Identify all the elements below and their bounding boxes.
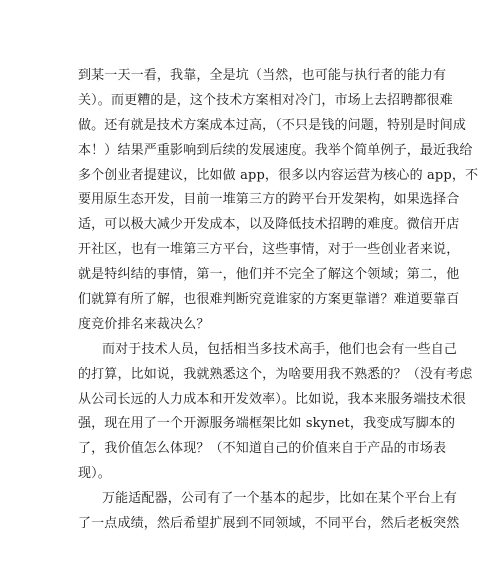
text-line: 本！）结果严重影响到后续的发展速度。我举个简单例子，最近我给 <box>78 142 473 158</box>
text-line: 了一点成绩，然后希望扩展到不同领域，不同平台，然后老板突然 <box>78 516 460 532</box>
paragraph-1 <box>78 64 479 338</box>
text-line: 多个创业者提建议，比如做 app，很多以内容运营为核心的 app，不 <box>78 167 479 183</box>
text-line: 关）。而更糟的是，这个技术方案相对冷门，市场上去招聘都很难 <box>78 92 453 108</box>
text-line: 的打算，比如说，我就熟悉这个，为啥要用我不熟悉的？（没有考虑 <box>78 366 473 382</box>
text-line: 要用原生态开发，目前一堆第三方的跨平台开发架构，如果选择合 <box>78 192 460 208</box>
text-line: 们就算有所了解，也很难判断究竟谁家的方案更靠谱？难道要靠百 <box>78 292 460 308</box>
text-line: 度竞价排名来裁决么？ <box>78 316 210 332</box>
text-line: 到某一天一看，我靠，全是坑（当然，也可能与执行者的能力有 <box>78 68 447 83</box>
text-line: 就是特纠结的事情，第一，他们并不完全了解这个领域；第二，他 <box>78 267 460 283</box>
text-line: 做。还有就是技术方案成本过高，（不只是钱的问题，特别是时间成 <box>78 117 467 133</box>
text-line-cut-off <box>78 537 428 549</box>
text-line-indented: 而对于技术人员，包括相当多技术高手，他们也会有一些自己 <box>102 341 458 357</box>
text-line: 适，可以极大减少开发成本，以及降低技术招聘的难度。微信开店 <box>78 217 460 233</box>
text-line: 了，我价值怎么体现？（不知道自己的价值来自于产品的市场表 <box>78 441 447 457</box>
text-line-indented: 万能适配器，公司有了一个基本的起步，比如在某个平台上有 <box>102 491 458 507</box>
text-line: 从公司长远的人力成本和开发效率）。比如说，我本来服务端技术很 <box>78 391 467 407</box>
text-line: 强，现在用了一个开源服务端框架比如 skynet，我变成写脚本的 <box>78 416 456 432</box>
text-line: 开社区，也有一堆第三方平台，这些事情，对于一些创业者来说， <box>78 242 460 258</box>
paragraph-3 <box>78 487 460 549</box>
paragraph-2 <box>78 338 473 487</box>
text-line: 现）。 <box>78 466 111 482</box>
document-body <box>78 64 479 549</box>
